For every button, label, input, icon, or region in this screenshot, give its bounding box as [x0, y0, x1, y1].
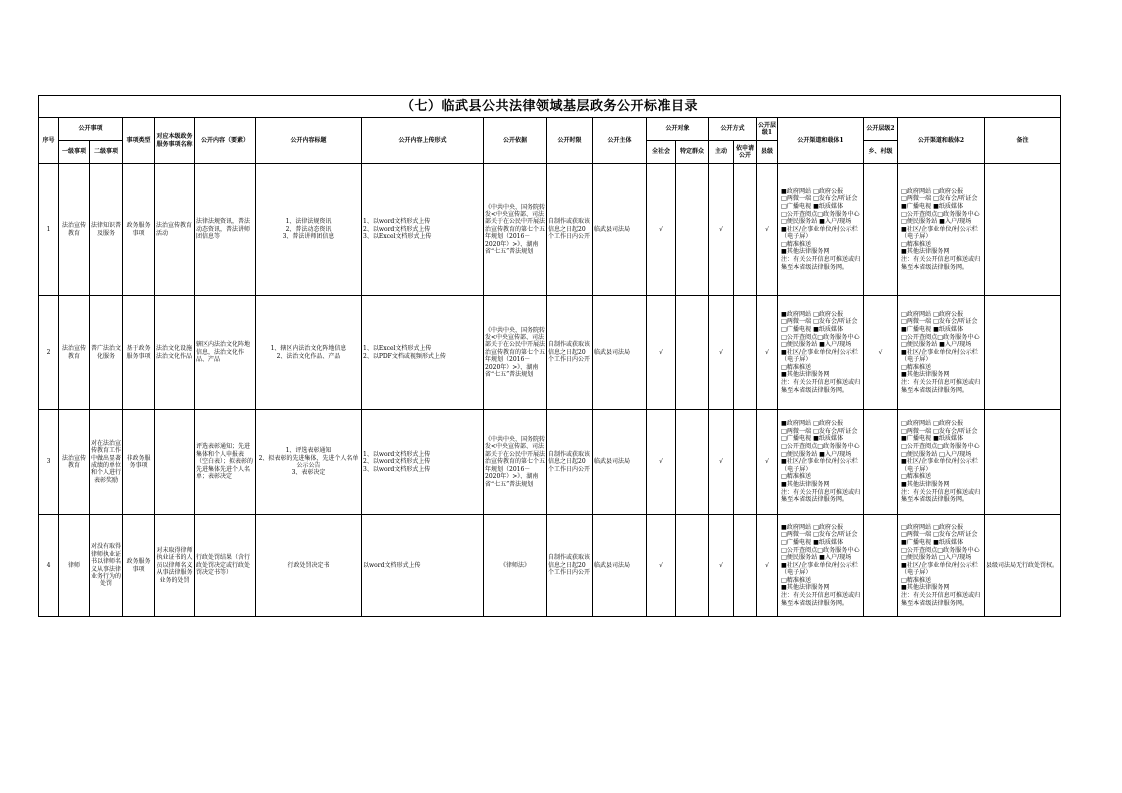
header-level1-matter: 一级事项 [59, 141, 90, 164]
header-service-name: 对应本级政务服务事项名称 [155, 118, 195, 164]
page-title: （七）临武县公共法律领域基层政务公开标准目录 [39, 96, 1061, 118]
cell-remarks [985, 410, 1061, 515]
cell-specific [676, 410, 709, 515]
table-row [39, 164, 1061, 296]
cell-basis: 《律师法》 [484, 515, 547, 617]
header-content-title: 公开内容标题 [256, 118, 362, 164]
cell-type: 基于政务服务事项 [123, 296, 155, 410]
cell-subject: 临武县司法局 [593, 515, 647, 617]
header-layer1: 公开层级1 [757, 118, 778, 141]
table-row [39, 296, 1061, 410]
cell-active: √ [709, 410, 734, 515]
header-remarks: 备注 [985, 118, 1061, 164]
cell-channel1: ■政府网站 □政府公报 □两微一端 □发布会/听证会 □广播电视 ■纸质媒体 □公开查阅点□政务服务中心 □便民服务站 ■入户/现场 ■社区/企事业单位/村公示栏（电子屏） □精准推送 ■其他法律服务网 注：有关公开信息可推送或归集至本省级法律服务网。 [778, 515, 864, 617]
header-channel2: 公开渠道和载体2 [898, 118, 985, 164]
cell-title: 行政处罚决定书 [256, 515, 362, 617]
cell-active: √ [709, 164, 734, 296]
header-time-limit: 公开时限 [547, 118, 593, 164]
cell-upload: 以word文档形式上传 [362, 515, 484, 617]
header-method-request: 依申请公开 [734, 141, 757, 164]
cell-county: √ [757, 410, 778, 515]
cell-basis: 《中共中央、国务院转发<中央宣传部、司法部关于在公民中开展法治宣传教育的第七个五年规划（2016－2020年）>》、湖南省“七五”普法规划 [484, 164, 547, 296]
header-target-all: 全社会 [647, 141, 676, 164]
cell-subject: 临武县司法局 [593, 296, 647, 410]
header-matter-type: 事项类型 [123, 118, 155, 164]
cell-elements: 评选表彰通知；先进集体和个人申报表（空白表）；拟表彰的先进集体先进个人名单；表彰决定 [195, 410, 256, 515]
cell-service: 法治文化设施 法治文化作品 [155, 296, 195, 410]
header-layer2: 公开层级2 [864, 118, 898, 141]
cell-township [864, 164, 898, 296]
cell-channel2: □政府网站 □政府公报 □两微一端 □发布会/听证会 ■广播电视 ■纸质媒体 □公开查阅点□政务服务中心 □便民服务站 ■入户/现场 ■社区/企事业单位/村公示栏（电子屏） □精准推送 ■其他法律服务网 注：有关公开信息可推送或归集至本省级法律服务网。 [898, 164, 985, 296]
cell-remarks [985, 164, 1061, 296]
header-basis: 公开依据 [484, 118, 547, 164]
cell-service: 对未取得律师执业证书的人员以律师名义从事法律服务业务的处罚 [155, 515, 195, 617]
cell-county: √ [757, 164, 778, 296]
cell-level1: 律师 [59, 515, 90, 617]
cell-all: √ [647, 515, 676, 617]
cell-level1: 法治宣传教育 [59, 296, 90, 410]
cell-time: 自制作或获取该信息之日起20个工作日内公开 [547, 296, 593, 410]
catalog-sheet [38, 95, 1060, 617]
cell-type: 非政务服务事项 [123, 410, 155, 515]
cell-upload: 1、以word文档形式上传 2、以word文档形式上传 3、以word文档形式上传 [362, 410, 484, 515]
cell-channel2: □政府网站 □政府公报 □两微一端 □发布会/听证会 ■广播电视 ■纸质媒体 □公开查阅点□政务服务中心 □便民服务站 □入户/现场 ■社区/企事业单位/村公示栏（电子屏） □精准推送 ■其他法律服务网 注：有关公开信息可推送或归集至本省级法律服务网。 [898, 515, 985, 617]
cell-type: 政务服务事项 [123, 515, 155, 617]
cell-time: 自制作或获取该信息之日起20个工作日内公开 [547, 515, 593, 617]
cell-channel1: ■政府网站 □政府公报 □两微一端 □发布会/听证会 □广播电视 ■纸质媒体 □公开查阅点□政务服务中心 □便民服务站 ■入户/现场 ■社区/企事业单位/村公示栏（电子屏） □精准推送 ■其他法律服务网 注：有关公开信息可推送或归集至本省级法律服务网。 [778, 410, 864, 515]
cell-township [864, 515, 898, 617]
header-method-active: 主动 [709, 141, 734, 164]
header-method: 公开方式 [709, 118, 757, 141]
header-target-specific: 特定群众 [676, 141, 709, 164]
cell-request [734, 164, 757, 296]
header-channel1: 公开渠道和载体1 [778, 118, 864, 164]
cell-channel1: ■政府网站 □政府公报 □两微一端 □发布会/听证会 □广播电视 ■纸质媒体 □公开查阅点□政务服务中心 □便民服务站 ■入户/现场 ■社区/企事业单位/村公示栏（电子屏） □精准推送 ■其他法律服务网 注：有关公开信息可推送或归集至本省级法律服务网。 [778, 164, 864, 296]
cell-channel1: ■政府网站 □政府公报 □两微一端 □发布会/听证会 □广播电视 ■纸质媒体 □公开查阅点□政务服务中心 □便民服务站 ■入户/现场 ■社区/企事业单位/村公示栏（电子屏） □精准推送 ■其他法律服务网 注：有关公开信息可推送或归集至本省级法律服务网。 [778, 296, 864, 410]
cell-upload: 1、以Excel文档形式上传 2、以PDF文档或视频形式上传 [362, 296, 484, 410]
cell-channel2: □政府网站 □政府公报 □两微一端 □发布会/听证会 ■广播电视 ■纸质媒体 □公开查阅点□政务服务中心 □便民服务站 □入户/现场 ■社区/企事业单位/村公示栏（电子屏） □精准推送 ■其他法律服务网 注：有关公开信息可推送或归集至本省级法律服务网。 [898, 410, 985, 515]
header-layer1-county: 县级 [757, 141, 778, 164]
cell-level2: 对在法治宣传教育工作中做出显著成绩的单位和个人进行表彰奖励 [90, 410, 123, 515]
cell-request [734, 296, 757, 410]
cell-seq: 4 [39, 515, 59, 617]
cell-specific [676, 164, 709, 296]
header-upload-form: 公开内容上传形式 [362, 118, 484, 164]
header-layer2-township: 乡、村级 [864, 141, 898, 164]
cell-active: √ [709, 515, 734, 617]
cell-request [734, 515, 757, 617]
cell-seq: 2 [39, 296, 59, 410]
cell-subject: 临武县司法局 [593, 164, 647, 296]
cell-all: √ [647, 296, 676, 410]
cell-county: √ [757, 296, 778, 410]
cell-request [734, 410, 757, 515]
cell-level2: 普广法治文化服务 [90, 296, 123, 410]
cell-all: √ [647, 164, 676, 296]
header-target: 公开对象 [647, 118, 709, 141]
cell-township [864, 410, 898, 515]
cell-level1: 法治宣传教育 [59, 410, 90, 515]
cell-level2: 法律知识普及服务 [90, 164, 123, 296]
cell-service [155, 410, 195, 515]
cell-seq: 3 [39, 410, 59, 515]
cell-remarks [985, 296, 1061, 410]
cell-title: 1、法律法规资讯 2、普法动态资讯 3、普法讲师团信息 [256, 164, 362, 296]
table-row [39, 410, 1061, 515]
cell-type: 政务服务事项 [123, 164, 155, 296]
cell-time: 自制作或获取该信息之日起20个工作日内公开 [547, 410, 593, 515]
cell-elements: 行政处罚结果（含行政处罚决定或行政处罚决定书等） [195, 515, 256, 617]
cell-active: √ [709, 296, 734, 410]
header-seq: 序号 [39, 118, 59, 164]
header-content-elements: 公开内容（要素） [195, 118, 256, 164]
catalog-table [38, 95, 1061, 617]
cell-all: √ [647, 410, 676, 515]
cell-time: 自制作或获取该信息之日起20个工作日内公开 [547, 164, 593, 296]
cell-upload: 1、以word文档形式上传 2、以word文档形式上传 3、以Excel文档形式上传 [362, 164, 484, 296]
cell-specific [676, 296, 709, 410]
table-row [39, 515, 1061, 617]
cell-title: 1、辖区内法治文化阵地信息 2、法治文化作品、产品 [256, 296, 362, 410]
cell-level2: 对没有取得律师执业证书以律师名义从事法律业务行为的处罚 [90, 515, 123, 617]
header-level2-matter: 二级事项 [90, 141, 123, 164]
cell-level1: 法治宣传教育 [59, 164, 90, 296]
cell-basis: 《中共中央、国务院转发<中央宣传部、司法部关于在公民中开展法治宣传教育的第七个五年规划（2016－2020年）>》、湖南省“七五”普法规划 [484, 410, 547, 515]
cell-remarks: 县级司法局无行政处罚权。 [985, 515, 1061, 617]
cell-basis: 《中共中央、国务院转发<中央宣传部、司法部关于在公民中开展法治宣传教育的第七个五年规划（2016－2020年）>》、湖南省“七五”普法规划 [484, 296, 547, 410]
cell-title: 1、评选表彰通知 2、拟表彰的先进集体、先进个人名单公示公告 3、表彰决定 [256, 410, 362, 515]
cell-township: √ [864, 296, 898, 410]
cell-specific [676, 515, 709, 617]
cell-elements: 法律法规资讯，普法动态资讯，普法讲师团信息等 [195, 164, 256, 296]
cell-elements: 辖区内法治文化阵地信息，法治文化作品、产品 [195, 296, 256, 410]
cell-channel2: □政府网站 □政府公报 □两微一端 □发布会/听证会 ■广播电视 ■纸质媒体 □公开查阅点□政务服务中心 □便民服务站 ■入户/现场 ■社区/企事业单位/村公示栏（电子屏） □精准推送 ■其他法律服务网 注：有关公开信息可推送或归集至本省级法律服务网。 [898, 296, 985, 410]
header-matter: 公开事项 [59, 118, 123, 141]
cell-seq: 1 [39, 164, 59, 296]
cell-service: 法治宣传教育活动 [155, 164, 195, 296]
cell-subject: 临武县司法局 [593, 410, 647, 515]
cell-county: √ [757, 515, 778, 617]
header-subject: 公开主体 [593, 118, 647, 164]
